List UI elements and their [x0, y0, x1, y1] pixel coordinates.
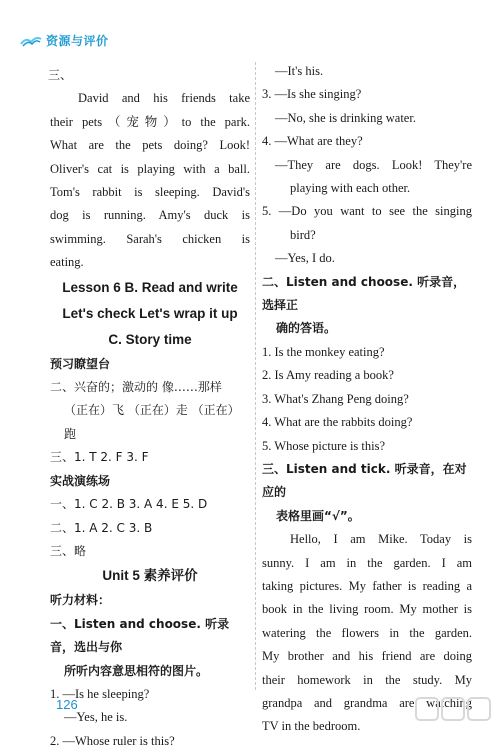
dialog-line: —Yes, I do. — [275, 251, 335, 266]
page-number: 126 — [56, 697, 78, 712]
left-column — [50, 64, 250, 753]
preview-heading: 预习瞭望台 — [50, 356, 111, 371]
answer-line: （正在）飞 （正在）走 （正在）跑 — [64, 403, 240, 441]
passage-line: swimming. Sarah's chicken is — [50, 231, 250, 246]
header-title: 资源与评价 — [46, 33, 109, 48]
dialog-line: bird? — [290, 227, 316, 242]
passage-line: Hello, I am Mike. Today is — [290, 532, 472, 547]
lesson-subtitle: C. Story time — [108, 331, 192, 347]
part-title: 所听内容意思相符的图片。 — [64, 663, 209, 678]
passage-line: Tom's rabbit is sleeping. David's — [50, 185, 250, 200]
book-logo-icon — [20, 33, 42, 47]
passage-line: David and his friends take — [78, 91, 250, 106]
part-title: 二、Listen and choose. 听录音，选择正 — [262, 274, 466, 313]
dialog-line: 5. —Do you want to see the singing — [262, 204, 472, 219]
page-header — [20, 30, 109, 50]
passage-line: dog is running. Amy's duck is — [50, 208, 250, 223]
question-line: 3. What's Zhang Peng doing? — [262, 391, 409, 406]
part-title: 确的答语。 — [276, 321, 337, 336]
passage-line: their pets（宠物）to the park. — [50, 114, 250, 129]
passage-line: What are the pets doing? Look! — [50, 138, 250, 153]
dialog-line: —It's his. — [275, 64, 324, 78]
lesson-title: Lesson 6 B. Read and write — [62, 279, 238, 295]
dialog-line: playing with each other. — [290, 181, 411, 196]
passage-line: watering the flowers in the garden. — [262, 625, 472, 640]
question-line: 1. Is the monkey eating? — [262, 344, 385, 359]
dialog-line: —They are dogs. Look! They're — [275, 157, 472, 172]
answer-line: 二、1. A 2. C 3. B — [50, 520, 153, 535]
question-line: 5. Whose picture is this? — [262, 438, 386, 453]
dialog-line: 3. —Is she singing? — [262, 87, 362, 102]
part-title: 一、Listen and choose. 听录音，选出与你 — [50, 616, 230, 655]
answer-line: 三、略 — [50, 543, 87, 558]
passage-line: their homework in the study. My — [262, 672, 472, 687]
dialog-line: 1. —Is he sleeping? — [50, 686, 150, 701]
dialog-line: —Yes, he is. — [64, 710, 128, 725]
passage-line: book in the living room. My mother is — [262, 602, 472, 617]
answer-line: 一、1. C 2. B 3. A 4. E 5. D — [50, 497, 208, 512]
passage-line: taking pictures. My father is reading a — [262, 578, 472, 593]
dialog-line: —No, she is drinking water. — [275, 110, 416, 125]
passage-line: eating. — [50, 255, 84, 270]
part-title: 表格里画“√”。 — [276, 508, 360, 523]
watermark-stamp-icon — [414, 696, 492, 724]
right-column — [262, 60, 472, 739]
dialog-line: 2. —Whose ruler is this? — [50, 733, 175, 748]
passage-line: sunny. I am in the garden. I am — [262, 555, 472, 570]
lesson-subtitle: Let's check Let's wrap it up — [62, 305, 238, 321]
answer-line: 三、1. T 2. F 3. F — [50, 450, 149, 465]
section-label: 三、 — [48, 68, 73, 82]
unit-title: Unit 5 素养评价 — [102, 568, 198, 584]
question-line: 2. Is Amy reading a book? — [262, 368, 394, 383]
dialog-line: 4. —What are they? — [262, 134, 363, 149]
passage-line: Oliver's cat is playing with a ball. — [50, 161, 250, 176]
listening-heading: 听力材料： — [50, 593, 111, 608]
passage-line: TV in the bedroom. — [262, 719, 361, 734]
passage-line: My brother and his friend are doing — [262, 649, 472, 664]
passage-line: grandpa and grandma are watching — [262, 695, 472, 710]
practice-heading: 实战演练场 — [50, 473, 111, 488]
part-title: 三、Listen and tick. 听录音，在对应的 — [262, 461, 467, 500]
answer-line: 二、兴奋的；激动的 像……那样 — [50, 380, 222, 395]
column-divider — [255, 62, 256, 690]
question-line: 4. What are the rabbits doing? — [262, 415, 413, 430]
